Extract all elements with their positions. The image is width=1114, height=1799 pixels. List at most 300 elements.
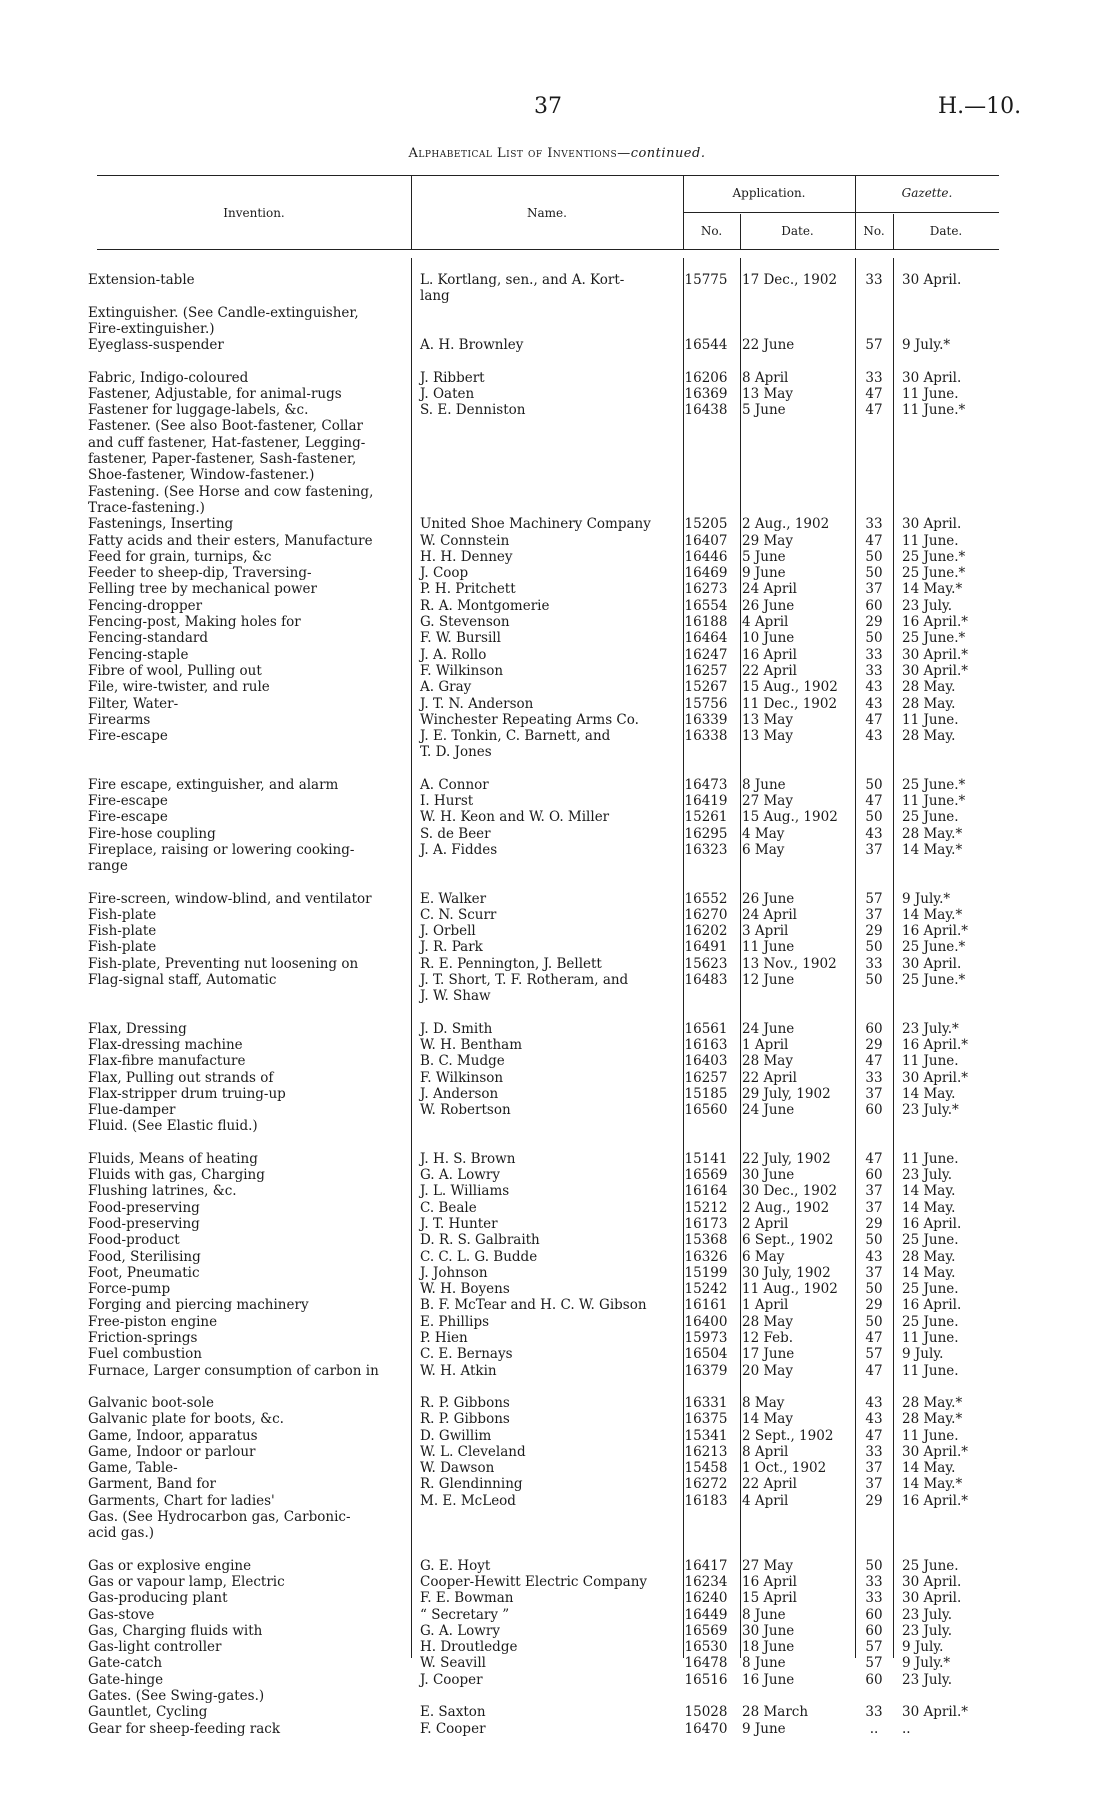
application-no-cell: 15261	[684, 809, 728, 826]
invention-cell: Fluids with gas, Charging	[88, 1167, 265, 1183]
application-date-cell: 28 May	[742, 1313, 793, 1330]
gazette-no-cell: 33	[865, 646, 883, 663]
application-date-cell: 30 Dec., 1902	[742, 1183, 838, 1200]
application-no-cell: 16478	[684, 1655, 728, 1672]
gazette-no-cell: 33	[865, 1069, 883, 1086]
gazette-date-cell: 28 May.*	[902, 1394, 963, 1411]
name-cell: R. P. Gibbons	[420, 1411, 510, 1428]
application-no-cell: 16257	[684, 662, 728, 679]
gazette-no-cell: 37	[865, 1199, 883, 1216]
application-no-cell: 16213	[684, 1443, 728, 1460]
gazette-date-cell: 25 June.	[902, 1313, 959, 1330]
application-date-cell: 16 April	[742, 1573, 797, 1590]
header-invention: Invention.	[223, 206, 285, 220]
invention-cell: Furnace, Larger consumption of carbon in	[88, 1362, 379, 1379]
gazette-no-cell: 50	[865, 1232, 883, 1249]
application-date-cell: 27 May	[742, 793, 793, 809]
invention-cell: Fuel combustion	[88, 1346, 202, 1363]
invention-cell: Fish-plate	[88, 906, 157, 923]
gazette-date-cell: 25 June.*	[902, 972, 966, 988]
name-cell: C. Beale	[420, 1199, 477, 1216]
invention-cell: Fencing-standard	[88, 630, 208, 647]
series-code: H.—10.	[938, 94, 1022, 119]
name-cell: W. Dawson	[420, 1460, 495, 1477]
gazette-date-cell: 25 June.*	[902, 548, 966, 565]
application-date-cell: 26 June	[742, 890, 795, 907]
invention-cell: Fire-escape	[88, 793, 168, 809]
application-date-cell: 4 April	[742, 614, 789, 630]
application-date-cell: 28 May	[742, 1053, 793, 1070]
application-no-cell: 16247	[684, 646, 728, 663]
application-date-cell: 17 June	[742, 1346, 795, 1363]
application-no-cell: 16544	[684, 337, 728, 354]
invention-cell: Fire escape, extinguisher, and alarm	[88, 776, 339, 793]
name-cell: L. Kortlang, sen., and A. Kort-	[420, 272, 625, 288]
invention-cell: Galvanic plate for boots, &c.	[88, 1411, 284, 1428]
invention-cell: Fastener, Adjustable, for animal-rugs	[88, 385, 342, 402]
gazette-date-cell: 28 May.*	[902, 1411, 963, 1428]
application-no-cell: 16240	[684, 1590, 728, 1607]
gazette-no-cell: 47	[865, 402, 883, 419]
application-date-cell: 8 May	[742, 1394, 785, 1411]
application-no-cell: 15267	[684, 679, 728, 696]
name-cell: F. Cooper	[420, 1720, 486, 1737]
invention-cell: Fluid. (See Elastic fluid.)	[88, 1118, 258, 1135]
application-no-cell: 15756	[684, 695, 728, 712]
gazette-no-cell: 50	[865, 972, 883, 988]
application-no-cell: 16206	[684, 369, 728, 386]
gazette-date-cell: 25 June.	[902, 1281, 959, 1298]
application-no-cell: 16552	[684, 890, 728, 907]
invention-cell: Flax, Pulling out strands of	[88, 1069, 274, 1086]
name-cell: F. W. Bursill	[420, 630, 501, 647]
application-no-cell: 16569	[684, 1622, 728, 1639]
gazette-date-cell: 23 July.	[902, 1606, 953, 1623]
gazette-date-cell: 16 April.	[902, 1215, 962, 1232]
application-date-cell: 26 June	[742, 597, 795, 614]
application-no-cell: 16369	[684, 385, 728, 402]
gazette-no-cell: 37	[865, 1460, 883, 1477]
application-date-cell: 11 Dec., 1902	[742, 695, 838, 712]
name-cell: A. Gray	[420, 679, 472, 696]
application-no-cell: 15368	[684, 1232, 728, 1249]
application-date-cell: 8 April	[742, 1443, 789, 1460]
gazette-date-cell: 30 April.	[902, 272, 962, 288]
application-date-cell: 30 June	[742, 1167, 795, 1183]
invention-cell: Fish-plate, Preventing nut loosening on	[88, 955, 359, 972]
name-cell: H. H. Denney	[420, 548, 513, 565]
application-date-cell: 14 May	[742, 1411, 793, 1428]
invention-cell: Food, Sterilising	[88, 1248, 201, 1265]
gazette-date-cell: 25 June.*	[902, 630, 966, 647]
gazette-date-cell: 14 May.	[902, 1085, 956, 1102]
header-app-date: Date.	[781, 224, 814, 238]
name-cell: R. P. Gibbons	[420, 1394, 510, 1411]
invention-cell: Eyeglass-suspender	[88, 337, 224, 354]
invention-cell: Gate-hinge	[88, 1671, 164, 1688]
gazette-date-cell: 14 May.	[902, 1460, 956, 1477]
gazette-date-cell: 9 July.*	[902, 890, 951, 907]
application-no-cell: 16163	[684, 1036, 728, 1053]
application-no-cell: 16272	[684, 1476, 728, 1493]
gazette-date-cell: 30 April.*	[902, 1704, 968, 1721]
gazette-no-cell: 43	[865, 695, 883, 712]
application-no-cell: 16554	[684, 597, 728, 614]
application-no-cell: 16173	[684, 1215, 728, 1232]
gazette-no-cell: 29	[865, 1036, 883, 1053]
gazette-no-cell: 43	[865, 825, 883, 842]
invention-cell: Fencing-staple	[88, 646, 189, 663]
gazette-no-cell: 50	[865, 630, 883, 647]
invention-cell: Fastening. (See Horse and cow fastening,	[88, 483, 374, 500]
name-cell: R. A. Montgomerie	[420, 597, 550, 614]
gazette-date-cell: 25 June.	[902, 1232, 959, 1249]
invention-cell: Fencing-post, Making holes for	[88, 614, 301, 630]
application-date-cell: 30 June	[742, 1622, 795, 1639]
gazette-no-cell: 50	[865, 1313, 883, 1330]
application-date-cell: 24 April	[742, 906, 797, 923]
application-date-cell: 24 June	[742, 1102, 795, 1119]
gazette-no-cell: 60	[865, 1102, 883, 1119]
header-name: Name.	[527, 206, 567, 220]
gazette-date-cell: 30 April.*	[902, 1443, 968, 1460]
gazette-no-cell: 29	[865, 614, 883, 630]
invention-cell: Fire-extinguisher.)	[88, 320, 215, 337]
gazette-no-cell: 57	[865, 890, 883, 907]
invention-cell: Gear for sheep-feeding rack	[88, 1720, 281, 1737]
name-cell: J. T. Hunter	[420, 1215, 498, 1232]
gazette-date-cell: 16 April.*	[902, 614, 968, 630]
gazette-date-cell: 28 May.	[902, 728, 956, 745]
gazette-no-cell: 37	[865, 906, 883, 923]
gazette-date-cell: 9 July.	[902, 1346, 944, 1363]
invention-cell: Fencing-dropper	[88, 597, 203, 614]
invention-cell: Food-preserving	[88, 1215, 200, 1232]
invention-cell: Shoe-fastener, Window-fastener.)	[88, 467, 315, 484]
gazette-no-cell: 33	[865, 272, 883, 288]
invention-cell: Fibre of wool, Pulling out	[88, 662, 262, 679]
application-no-cell: 15242	[684, 1281, 728, 1298]
invention-cell: Game, Table-	[88, 1460, 178, 1477]
name-cell: P. Hien	[420, 1330, 468, 1346]
name-cell: S. E. Denniston	[420, 402, 526, 419]
name-cell: “ Secretary ”	[420, 1606, 510, 1623]
name-cell: M. E. McLeod	[420, 1492, 516, 1509]
gazette-no-cell: 43	[865, 728, 883, 745]
gazette-no-cell: 29	[865, 1215, 883, 1232]
application-no-cell: 16407	[684, 532, 728, 549]
gazette-no-cell: 60	[865, 597, 883, 614]
invention-cell: Flax-fibre manufacture	[88, 1053, 246, 1070]
name-cell: E. Walker	[420, 890, 487, 907]
gazette-no-cell: 43	[865, 1411, 883, 1428]
name-cell: W. H. Bentham	[420, 1036, 523, 1053]
gazette-no-cell: 37	[865, 1085, 883, 1102]
invention-cell: Friction-springs	[88, 1330, 198, 1346]
gazette-no-cell: 47	[865, 711, 883, 728]
invention-cell: Flue-damper	[88, 1102, 176, 1119]
application-no-cell: 15199	[684, 1264, 728, 1281]
application-no-cell: 16295	[684, 825, 728, 842]
gazette-date-cell: 30 April.	[902, 955, 962, 972]
gazette-date-cell: 30 April.	[902, 516, 962, 533]
invention-cell: File, wire-twister, and rule	[88, 679, 270, 696]
application-date-cell: 6 Sept., 1902	[742, 1232, 834, 1249]
application-date-cell: 15 April	[742, 1590, 797, 1607]
name-cell: J. Ribbert	[420, 369, 485, 386]
application-no-cell: 16449	[684, 1606, 728, 1623]
application-date-cell: 15 Aug., 1902	[742, 809, 838, 826]
name-cell: A. Connor	[420, 776, 489, 793]
application-no-cell: 15458	[684, 1460, 728, 1477]
gazette-date-cell: 14 May.	[902, 1199, 956, 1216]
application-no-cell: 16270	[684, 906, 728, 923]
invention-cell: Gas or explosive engine	[88, 1557, 252, 1574]
gazette-date-cell: 14 May.	[902, 1264, 956, 1281]
application-no-cell: 16339	[684, 711, 728, 728]
invention-cell: Feed for grain, turnips, &c	[88, 548, 272, 565]
application-date-cell: 2 April	[742, 1215, 789, 1232]
name-cell: S. de Beer	[420, 825, 491, 842]
application-no-cell: 16491	[684, 939, 728, 956]
gazette-date-cell: 25 June.	[902, 809, 959, 826]
application-date-cell: 22 April	[742, 1476, 797, 1493]
gazette-no-cell: 50	[865, 1281, 883, 1298]
gazette-no-cell: 57	[865, 337, 883, 354]
application-no-cell: 16234	[684, 1573, 728, 1590]
invention-cell: Foot, Pneumatic	[88, 1264, 200, 1281]
application-no-cell: 16569	[684, 1167, 728, 1183]
name-cell: J. E. Tonkin, C. Barnett, and	[420, 728, 611, 745]
invention-cell: Force-pump	[88, 1281, 171, 1298]
subtitle-main: Alphabetical List of Inventions	[408, 146, 618, 161]
name-cell: J. W. Shaw	[420, 988, 491, 1005]
gazette-date-cell: 30 April.	[902, 1573, 962, 1590]
application-no-cell: 15141	[684, 1150, 728, 1167]
name-cell: C. E. Bernays	[420, 1346, 513, 1363]
application-date-cell: 6 May	[742, 841, 785, 858]
name-cell: Winchester Repeating Arms Co.	[420, 711, 639, 728]
name-cell: J. R. Park	[420, 939, 483, 956]
name-cell: Cooper-Hewitt Electric Company	[420, 1573, 648, 1590]
application-date-cell: 5 June	[742, 548, 786, 565]
application-no-cell: 16273	[684, 581, 728, 598]
application-no-cell: 16417	[684, 1557, 728, 1574]
application-date-cell: 10 June	[742, 630, 795, 647]
invention-cell: Game, Indoor or parlour	[88, 1443, 256, 1460]
application-no-cell: 16188	[684, 614, 728, 630]
subtitle-suffix: —continued.	[617, 146, 706, 161]
invention-cell: fastener, Paper-fastener, Sash-fastener,	[88, 451, 357, 467]
gazette-no-cell: 37	[865, 581, 883, 598]
invention-cell: Free-piston engine	[88, 1313, 218, 1330]
invention-cell: and cuff fastener, Hat-fastener, Legging-	[88, 434, 366, 451]
application-date-cell: 28 March	[742, 1704, 809, 1721]
application-no-cell: 16326	[684, 1248, 728, 1265]
application-date-cell: 13 May	[742, 728, 793, 745]
application-date-cell: 22 July, 1902	[742, 1150, 831, 1167]
application-date-cell: 27 May	[742, 1557, 793, 1574]
gazette-no-cell: ..	[869, 1720, 879, 1737]
application-no-cell: 15623	[684, 955, 728, 972]
gazette-date-cell: 11 June.	[902, 1053, 959, 1070]
name-cell: E. Phillips	[420, 1313, 490, 1330]
gazette-no-cell: 43	[865, 679, 883, 696]
name-cell: W. H. Keon and W. O. Miller	[420, 809, 610, 826]
application-no-cell: 16446	[684, 548, 728, 565]
application-no-cell: 16161	[684, 1297, 728, 1314]
gazette-date-cell: 16 April.	[902, 1297, 962, 1314]
gazette-no-cell: 37	[865, 1264, 883, 1281]
gazette-date-cell: 11 June.*	[902, 793, 966, 809]
gazette-no-cell: 60	[865, 1622, 883, 1639]
gazette-no-cell: 57	[865, 1639, 883, 1656]
application-no-cell: 16403	[684, 1053, 728, 1070]
gazette-date-cell: 16 April.*	[902, 1036, 968, 1053]
name-cell: W. Robertson	[420, 1102, 511, 1119]
gazette-date-cell: 25 June.	[902, 1557, 959, 1574]
header-application: Application.	[732, 186, 806, 200]
invention-cell: Fire-hose coupling	[88, 825, 216, 842]
name-cell: B. C. Mudge	[420, 1053, 505, 1070]
invention-cell: Forging and piercing machinery	[88, 1297, 309, 1314]
invention-cell: Fire-screen, window-blind, and ventilator	[88, 890, 372, 907]
name-cell: W. H. Boyens	[420, 1281, 510, 1298]
application-no-cell: 16164	[684, 1183, 728, 1200]
gazette-no-cell: 57	[865, 1655, 883, 1672]
invention-cell: Flax, Dressing	[88, 1020, 187, 1037]
invention-cell: Filter, Water-	[88, 695, 179, 712]
invention-cell: Fastenings, Inserting	[88, 516, 234, 533]
gazette-no-cell: 37	[865, 841, 883, 858]
name-cell: J. L. Williams	[420, 1183, 510, 1200]
name-cell: J. Johnson	[420, 1264, 488, 1281]
gazette-date-cell: 23 July.	[902, 1671, 953, 1688]
name-cell: J. A. Rollo	[420, 646, 487, 663]
application-date-cell: 8 June	[742, 776, 786, 793]
name-cell: W. Connstein	[420, 532, 510, 549]
name-cell: W. L. Cleveland	[420, 1443, 526, 1460]
gazette-date-cell: 11 June.	[902, 385, 959, 402]
application-no-cell: 16561	[684, 1020, 728, 1037]
invention-cell: Flax-stripper drum truing-up	[88, 1085, 286, 1102]
gazette-no-cell: 50	[865, 809, 883, 826]
gazette-no-cell: 33	[865, 1590, 883, 1607]
gazette-date-cell: 11 June.	[902, 711, 959, 728]
gazette-no-cell: 33	[865, 1704, 883, 1721]
gazette-date-cell: 11 June.	[902, 1150, 959, 1167]
application-date-cell: 8 June	[742, 1655, 786, 1672]
gazette-date-cell: 25 June.*	[902, 939, 966, 956]
gazette-date-cell: 9 July.	[902, 1639, 944, 1656]
application-no-cell: 16419	[684, 793, 728, 809]
name-cell: J. Oaten	[420, 385, 475, 402]
invention-cell: Garments, Chart for ladies'	[88, 1492, 275, 1509]
page-number: 37	[534, 94, 562, 119]
gazette-no-cell: 47	[865, 793, 883, 809]
application-date-cell: 5 June	[742, 402, 786, 419]
application-date-cell: 24 June	[742, 1020, 795, 1037]
gazette-no-cell: 33	[865, 1573, 883, 1590]
gazette-no-cell: 50	[865, 548, 883, 565]
invention-cell: Fabric, Indigo-coloured	[88, 369, 249, 386]
application-date-cell: 9 June	[742, 565, 786, 582]
gazette-date-cell: 25 June.*	[902, 565, 966, 582]
invention-cell: Fish-plate	[88, 923, 157, 940]
name-cell: G. A. Lowry	[420, 1622, 500, 1639]
application-date-cell: 22 June	[742, 337, 795, 354]
gazette-date-cell: 28 May.	[902, 1248, 956, 1265]
application-no-cell: 16400	[684, 1313, 728, 1330]
gazette-date-cell: 11 June.	[902, 1330, 959, 1346]
invention-cell: Fire-escape	[88, 728, 168, 745]
gazette-date-cell: 30 April.*	[902, 646, 968, 663]
invention-cell: Gas, Charging fluids with	[88, 1622, 263, 1639]
name-cell: R. Glendinning	[420, 1476, 523, 1493]
gazette-no-cell: 29	[865, 923, 883, 940]
gazette-no-cell: 57	[865, 1346, 883, 1363]
application-date-cell: 22 April	[742, 1069, 797, 1086]
name-cell: F. E. Bowman	[420, 1590, 514, 1607]
application-no-cell: 16530	[684, 1639, 728, 1656]
invention-cell: Flushing latrines, &c.	[88, 1183, 237, 1200]
application-no-cell: 16379	[684, 1362, 728, 1379]
gazette-no-cell: 50	[865, 776, 883, 793]
name-cell: J. T. Short, T. F. Rotheram, and	[420, 972, 629, 988]
application-no-cell: 15341	[684, 1427, 728, 1444]
invention-cell: acid gas.)	[88, 1525, 155, 1542]
application-date-cell: 24 April	[742, 581, 797, 598]
application-date-cell: 16 April	[742, 646, 797, 663]
gazette-no-cell: 50	[865, 1557, 883, 1574]
name-cell: J. D. Smith	[420, 1020, 493, 1037]
gazette-no-cell: 33	[865, 1443, 883, 1460]
application-no-cell: 15212	[684, 1199, 728, 1216]
gazette-no-cell: 47	[865, 1362, 883, 1379]
name-cell: T. D. Jones	[420, 744, 492, 761]
invention-cell: Fluids, Means of heating	[88, 1150, 258, 1167]
application-date-cell: 3 April	[742, 923, 789, 940]
invention-cell: Extension-table	[88, 272, 195, 288]
gazette-no-cell: 29	[865, 1297, 883, 1314]
name-cell: lang	[420, 288, 450, 305]
application-no-cell: 16473	[684, 776, 728, 793]
name-cell: J. Coop	[420, 565, 469, 582]
invention-cell: range	[88, 858, 128, 875]
application-no-cell: 15205	[684, 516, 728, 533]
invention-cell: Feeder to sheep-dip, Traversing-	[88, 565, 312, 582]
invention-cell: Fastener. (See also Boot-fastener, Collar	[88, 418, 363, 435]
application-date-cell: 29 July, 1902	[742, 1085, 831, 1102]
gazette-no-cell: 60	[865, 1167, 883, 1183]
application-date-cell: 18 June	[742, 1639, 795, 1656]
application-date-cell: 11 June	[742, 939, 795, 956]
invention-cell: Gates. (See Swing-gates.)	[88, 1688, 265, 1704]
gazette-no-cell: 33	[865, 955, 883, 972]
application-no-cell: 16516	[684, 1671, 728, 1688]
name-cell: J. Orbell	[420, 923, 476, 940]
gazette-no-cell: 33	[865, 662, 883, 679]
name-cell: P. H. Pritchett	[420, 581, 516, 598]
application-date-cell: 12 June	[742, 972, 795, 988]
invention-cell: Garment, Band for	[88, 1476, 216, 1493]
gazette-date-cell: 9 July.*	[902, 337, 951, 354]
application-date-cell: 2 Aug., 1902	[742, 1199, 830, 1216]
invention-cell: Flax-dressing machine	[88, 1036, 243, 1053]
invention-cell: Flag-signal staff, Automatic	[88, 972, 277, 988]
name-cell: J. A. Fiddes	[420, 841, 498, 858]
name-cell: D. Gwillim	[420, 1427, 492, 1444]
